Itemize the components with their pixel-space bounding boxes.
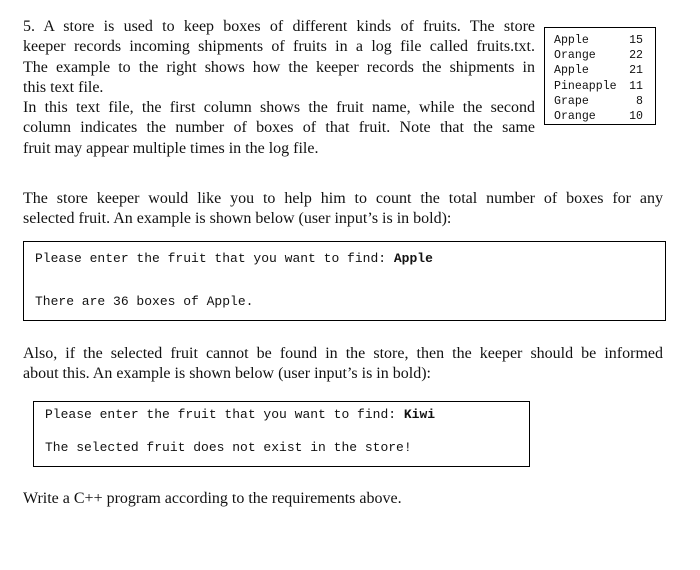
- console-user-input: Kiwi: [403, 407, 436, 422]
- log-row: [554, 79, 643, 94]
- intro-line: 5. A store is used to keep boxes of different kinds of fruits. The store: [23, 18, 535, 35]
- console-example-not-found: [33, 401, 530, 467]
- not-found-instructions: [23, 344, 663, 385]
- log-boxes: 8: [636, 94, 643, 108]
- console-result: There are 36 boxes of Apple.: [35, 294, 254, 309]
- intro-line: keeper records incoming shipments of fruits in a log file called fruits.txt.: [23, 38, 535, 56]
- log-boxes: 10: [629, 110, 643, 124]
- log-row: [554, 109, 643, 124]
- intro-line: fruit may appear multiple times in the log file.: [23, 139, 319, 157]
- log-boxes: 21: [629, 64, 643, 78]
- intro-line: this text file.: [23, 78, 104, 96]
- intro-line: The example to the right shows how the keeper records the shipments in: [23, 58, 535, 76]
- count-instructions: [23, 189, 663, 230]
- log-fruit: Pineapple: [554, 79, 617, 93]
- console-prompt: Please enter the fruit that you want to find:: [35, 251, 394, 266]
- console-user-input: Apple: [393, 251, 433, 266]
- task-text: Write a C++ program according to the requirements above.: [23, 490, 402, 507]
- log-fruit: Apple: [554, 34, 589, 47]
- para-line: Also, if the selected fruit cannot be found in the store, then the keeper should be informed: [23, 345, 663, 362]
- console-prompt: Please enter the fruit that you want to find:: [45, 407, 404, 422]
- log-fruit: Apple: [554, 64, 589, 78]
- question-intro: [23, 17, 535, 159]
- log-boxes: 22: [629, 49, 643, 63]
- para-line: about this. An example is shown below (user input’s is in bold):: [23, 365, 431, 383]
- para-line: The store keeper would like you to help him to count the total number of boxes for any: [23, 190, 663, 207]
- log-row: [554, 63, 643, 78]
- log-fruit: Grape: [554, 94, 589, 108]
- log-fruit: Orange: [554, 110, 596, 124]
- para-line: selected fruit. An example is shown below (user input’s is in bold):: [23, 210, 452, 228]
- intro-line: In this text file, the first column shows the fruit name, while the second: [23, 99, 535, 117]
- task-statement: [23, 489, 663, 509]
- console-example-found: [23, 241, 666, 321]
- log-row: [554, 48, 643, 63]
- log-boxes: 11: [629, 79, 643, 93]
- log-row: [554, 33, 643, 48]
- console-prompt-line: [35, 251, 433, 266]
- console-result: The selected fruit does not exist in the store!: [45, 440, 412, 455]
- log-row: [554, 94, 643, 109]
- log-boxes: 15: [629, 34, 643, 47]
- log-fruit: Orange: [554, 49, 596, 63]
- intro-line: column indicates the number of boxes of that fruit. Note that the same: [23, 119, 535, 137]
- console-prompt-line: [45, 407, 435, 422]
- log-file-example: [544, 27, 656, 125]
